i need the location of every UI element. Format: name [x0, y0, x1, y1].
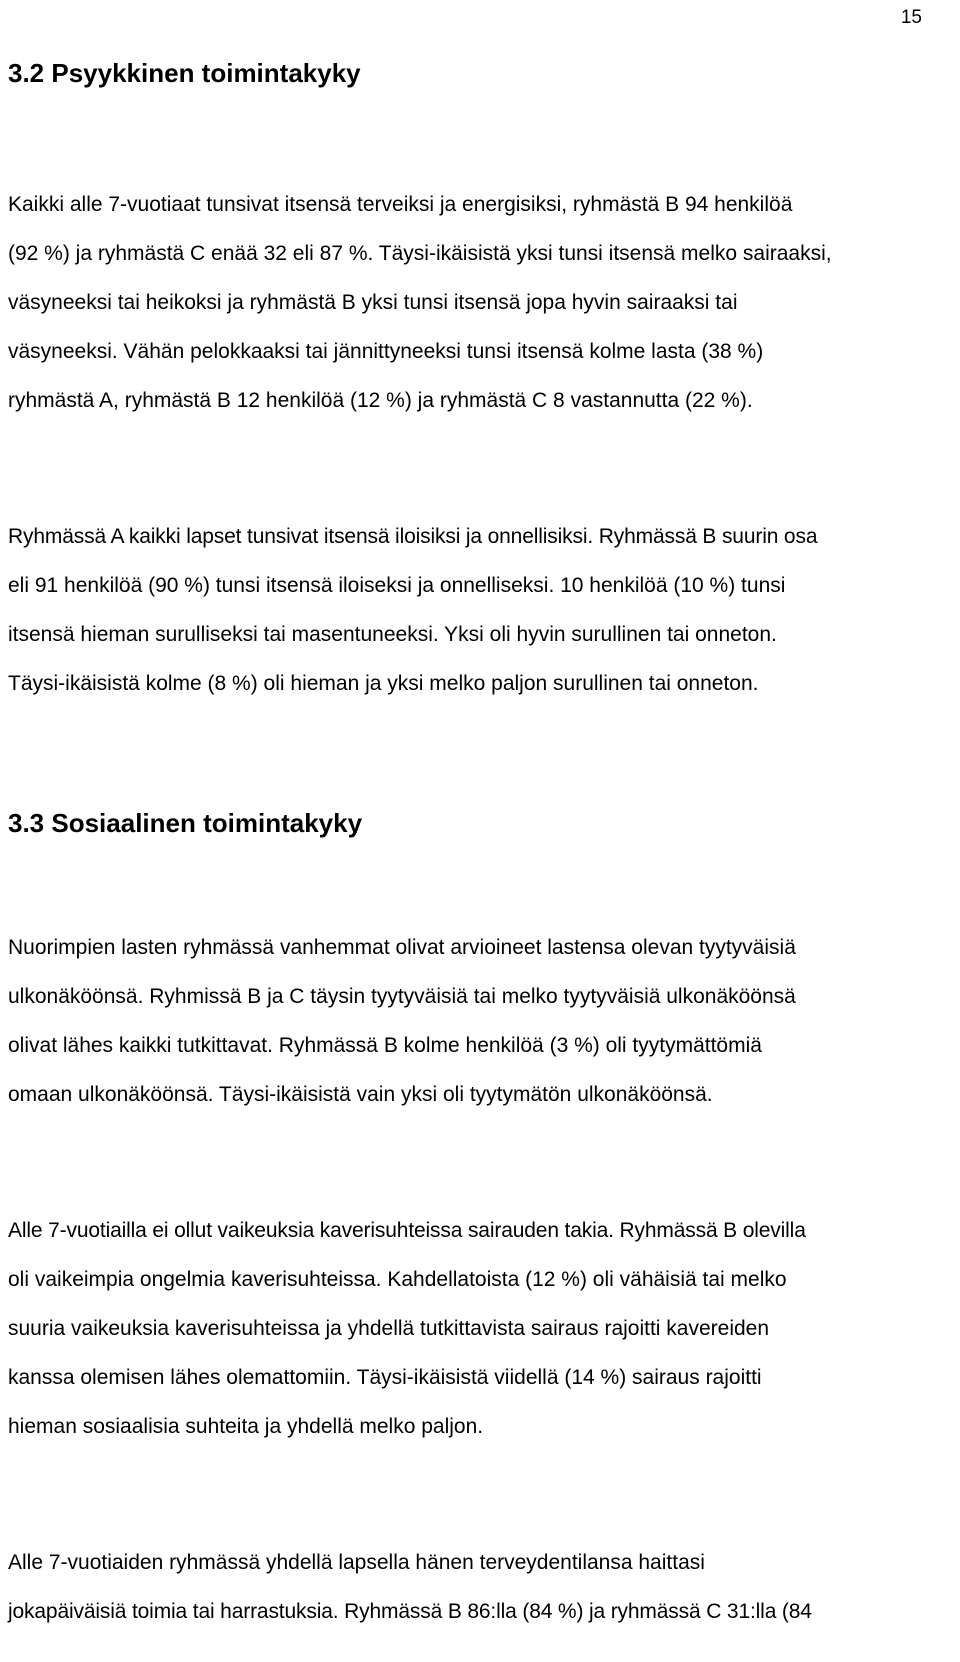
text-line: Täysi-ikäisistä kolme (8 %) oli hieman ja yksi melko paljon surullinen tai onneton.: [8, 672, 759, 695]
text-line: jokapäiväisiä toimia tai harrastuksia. Ryhmässä B 86:lla (84 %) ja ryhmässä C 31:lla (84: [8, 1600, 812, 1623]
text-line: ryhmästä A, ryhmästä B 12 henkilöä (12 %) ja ryhmästä C 8 vastannutta (22 %).: [8, 389, 753, 412]
text-line: ulkonäköönsä. Ryhmissä B ja C täysin tyytyväisiä tai melko tyytyväisiä ulkonäköönsä: [8, 985, 796, 1008]
text-line: Alle 7-vuotiaiden ryhmässä yhdellä lapsella hänen terveydentilansa haittasi: [8, 1551, 705, 1574]
paragraph: [8, 180, 928, 425]
text-line: väsyneeksi. Vähän pelokkaaksi tai jännittyneeksi tunsi itsensä kolme lasta (38 %): [8, 340, 764, 363]
text-line: suuria vaikeuksia kaverisuhteissa ja yhdellä tutkittavista sairaus rajoitti kavereiden: [8, 1317, 770, 1340]
text-line: Alle 7-vuotiailla ei ollut vaikeuksia kaverisuhteissa sairauden takia. Ryhmässä B olevilla: [8, 1219, 806, 1242]
text-line: Ryhmässä A kaikki lapset tunsivat itsensä iloisiksi ja onnellisiksi. Ryhmässä B suurin osa: [8, 525, 818, 548]
text-line: omaan ulkonäköönsä. Täysi-ikäisistä vain yksi oli tyytymätön ulkonäköönsä.: [8, 1083, 713, 1106]
text-line: olivat lähes kaikki tutkittavat. Ryhmässä B kolme henkilöä (3 %) oli tyytymättömiä: [8, 1034, 762, 1057]
text-line: hieman sosiaalisia suhteita ja yhdellä melko paljon.: [8, 1415, 484, 1438]
text-line: itsensä hieman surulliseksi tai masentuneeksi. Yksi oli hyvin surullinen tai onneton.: [8, 623, 777, 646]
document-body: [8, 56, 928, 1636]
text-line: eli 91 henkilöä (90 %) tunsi itsensä iloiseksi ja onnelliseksi. 10 henkilöä (10 %) tunsi: [8, 574, 786, 597]
text-line: Kaikki alle 7-vuotiaat tunsivat itsensä terveiksi ja energisiksi, ryhmästä B 94 henkilöä: [8, 193, 793, 216]
section-heading-3-2: 3.2 Psyykkinen toimintakyky: [8, 58, 361, 88]
paragraph: [8, 512, 928, 708]
section-heading-3-3: 3.3 Sosiaalinen toimintakyky: [8, 808, 363, 838]
text-line: (92 %) ja ryhmästä C enää 32 eli 87 %. Täysi-ikäisistä yksi tunsi itsensä melko sairaaksi,: [8, 242, 832, 265]
text-line: väsyneeksi tai heikoksi ja ryhmästä B yksi tunsi itsensä jopa hyvin sairaaksi tai: [8, 291, 738, 314]
paragraph: [8, 923, 928, 1119]
paragraph: [8, 1538, 928, 1636]
text-line: Nuorimpien lasten ryhmässä vanhemmat olivat arvioineet lastensa olevan tyytyväisiä: [8, 936, 796, 959]
text-line: oli vaikeimpia ongelmia kaverisuhteissa. Kahdellatoista (12 %) oli vähäisiä tai melko: [8, 1268, 787, 1291]
text-line: kanssa olemisen lähes olemattomiin. Täysi-ikäisistä viidellä (14 %) sairaus rajoitti: [8, 1366, 762, 1389]
page-number: 15: [900, 7, 922, 28]
paragraph: [8, 1206, 928, 1451]
